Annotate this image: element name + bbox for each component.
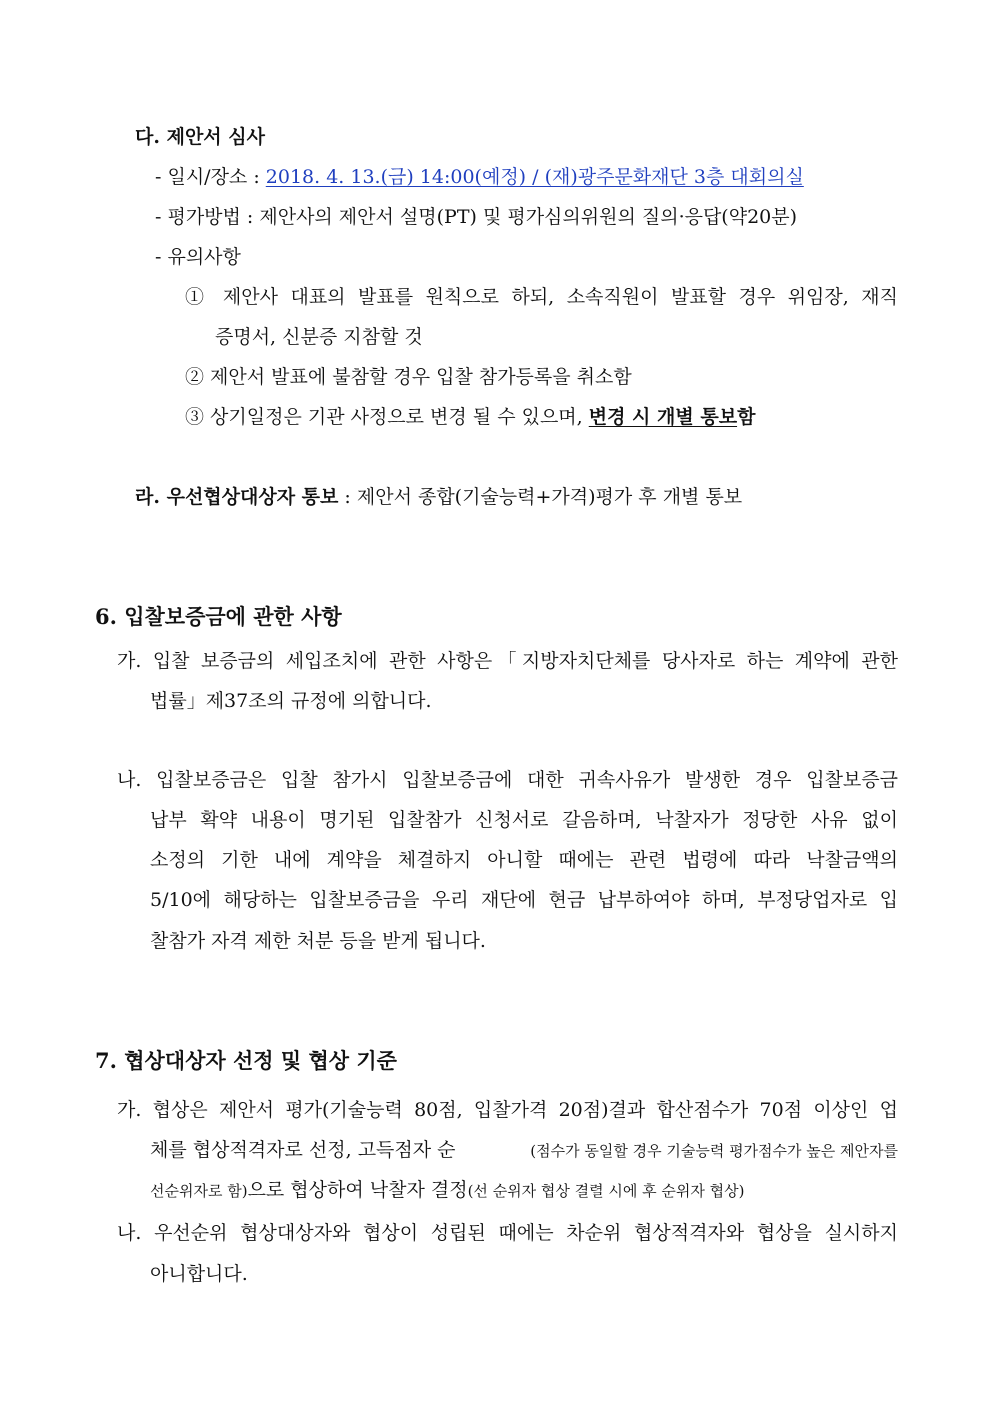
section-7-na-line-2: 아니합니다.: [150, 1263, 248, 1285]
section-da-title: 다. 제안서 심사: [135, 126, 265, 148]
note-3-emphasis: 변경 시 개별 통보: [588, 406, 738, 428]
section-7-na-line-1: 나. 우선순위 협상대상자와 협상이 성립된 때에는 차순위 협상적격자와 협상을 실시하지: [117, 1222, 898, 1244]
section-ra-text: : 제안서 종합(기술능력+가격)평가 후 개별 통보: [338, 486, 743, 508]
section-6-title: 6. 입찰보증금에 관한 사항: [95, 604, 342, 629]
section-6-na-line-1: 나. 입찰보증금은 입찰 참가시 입찰보증금에 대한 귀속사유가 발생한 경우 입찰보증금: [117, 769, 898, 791]
datetime-value: 2018. 4. 13.(금) 14:00(예정) / (재)광주문화재단 3층 대회의실: [265, 166, 804, 188]
section-7-title: 7. 협상대상자 선정 및 협상 기준: [95, 1048, 397, 1073]
datetime-line: [155, 164, 804, 190]
section-ra-title: 라. 우선협상대상자 통보: [135, 486, 339, 508]
section-6-ga-line-2: 법률」제37조의 규정에 의합니다.: [150, 690, 432, 712]
note-1-line-1: ① 제안사 대표의 발표를 원칙으로 하되, 소속직원이 발표할 경우 위임장, 재직: [185, 286, 898, 308]
section-6-na-line-5: 찰참가 자격 제한 처분 등을 받게 됩니다.: [150, 930, 486, 952]
note-1-line-2: 증명서, 신분증 지참할 것: [215, 326, 423, 348]
section-6-na-line-4: 5/10에 해당하는 입찰보증금을 우리 재단에 현금 납부하여야 하며, 부정당업자로 입: [150, 889, 898, 911]
section-7-ga-line-2: 체를 협상적격자로 선정, 고득점자 순 (점수가 동일할 경우 기술능력 평가점수가 높은 제안자를: [150, 1139, 898, 1161]
note-2: ② 제안서 발표에 불참할 경우 입찰 참가등록을 취소함: [185, 366, 632, 388]
section-7-ga-line-3: 선순위자로 함)으로 협상하여 낙찰자 결정(선 순위자 협상 결렬 시에 후 순위자 협상): [150, 1179, 745, 1201]
section-6-ga-line-1: 가. 입찰 보증금의 세입조치에 관한 사항은「지방자치단체를 당사자로 하는 계약에 관한: [117, 650, 898, 672]
method-line: - 평가방법 : 제안사의 제안서 설명(PT) 및 평가심의위원의 질의·응답(약20분): [155, 206, 798, 228]
note-3: ③ 상기일정은 기관 사정으로 변경 될 수 있으며, 변경 시 개별 통보함: [185, 406, 756, 428]
section-6-na-line-3: 소정의 기한 내에 계약을 체결하지 아니할 때에는 관련 법령에 따라 낙찰금액의: [150, 849, 898, 871]
section-6-na-line-2: 납부 확약 내용이 명기된 입찰참가 신청서로 갈음하며, 낙찰자가 정당한 사유 없이: [150, 809, 898, 831]
section-7-ga-line-1: 가. 협상은 제안서 평가(기술능력 80점, 입찰가격 20점)결과 합산점수가 70점 이상인 업: [117, 1099, 898, 1121]
section-ra: [135, 484, 742, 510]
notes-label: - 유의사항: [155, 246, 241, 268]
datetime-label: - 일시/장소 :: [155, 166, 266, 188]
